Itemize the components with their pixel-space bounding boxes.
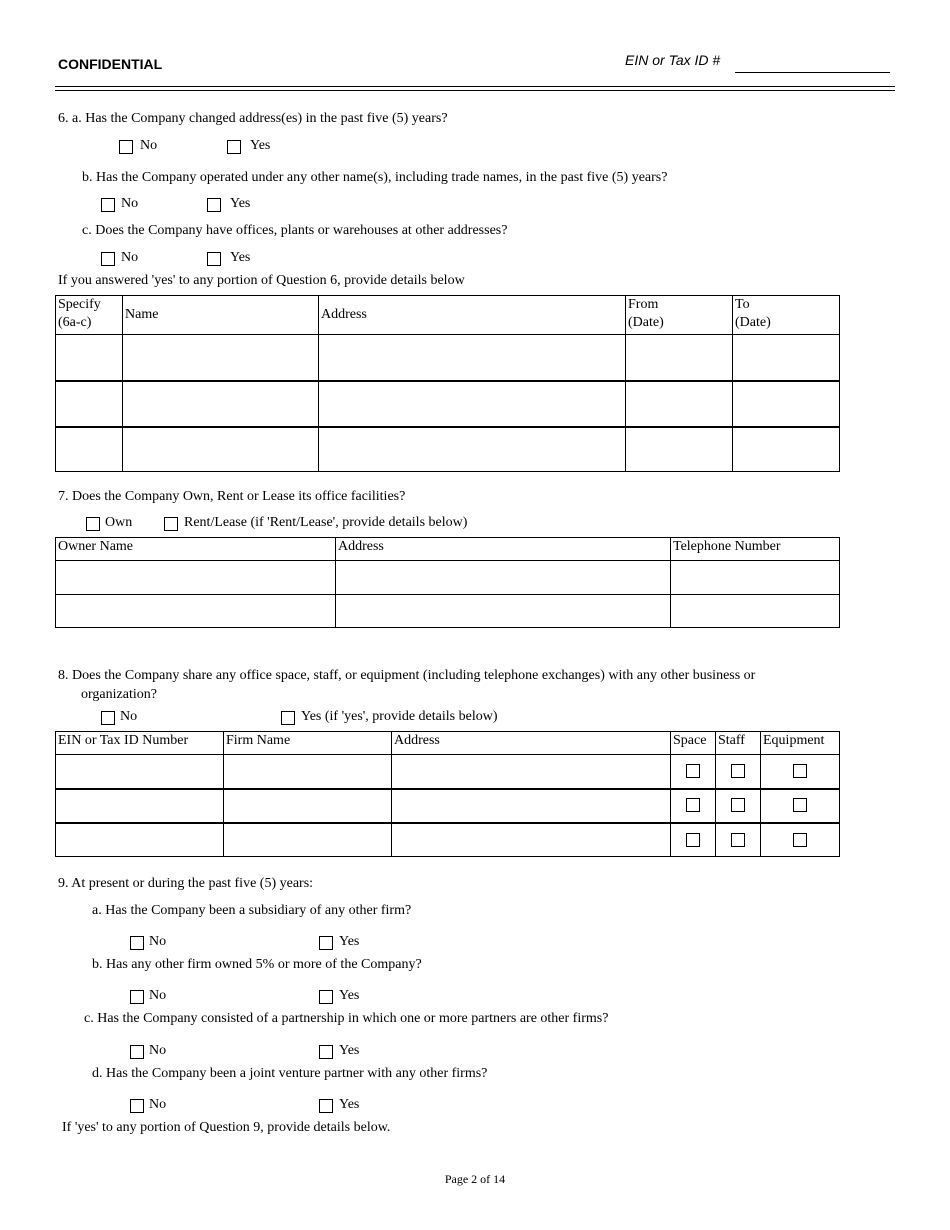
cell[interactable]	[671, 561, 840, 595]
cell[interactable]	[56, 381, 123, 427]
col-space: Space	[671, 732, 716, 755]
q6a-no-label: No	[140, 138, 158, 153]
q6a-yes-checkbox[interactable]	[227, 140, 241, 154]
cell[interactable]	[626, 381, 733, 427]
ein-label: EIN or Tax ID #	[625, 52, 721, 68]
page-number: Page 2 of 14	[444, 1172, 506, 1186]
q9d-yes-label: Yes	[339, 1097, 360, 1112]
cell[interactable]	[56, 789, 224, 823]
col-to-date: To (Date)	[733, 296, 840, 335]
col-address: Address	[319, 296, 626, 335]
cell[interactable]	[123, 427, 319, 472]
cell[interactable]	[224, 789, 392, 823]
q6a-yes-label: Yes	[250, 138, 271, 153]
q7-owner-table	[55, 537, 840, 628]
q6a-no-checkbox[interactable]	[119, 140, 133, 154]
q7-own-label: Own	[105, 515, 133, 530]
table-row[interactable]	[56, 335, 840, 381]
col-address: Address	[336, 538, 671, 561]
table-row[interactable]	[56, 427, 840, 472]
col-specify: Specify (6a-c)	[56, 296, 123, 335]
q9c-text: c. Has the Company consisted of a partnership in which one or more partners are other firms?	[84, 1011, 609, 1026]
q9d-no-checkbox[interactable]	[130, 1099, 144, 1113]
q8-text-line2: organization?	[81, 687, 157, 702]
q8-no-label: No	[120, 709, 138, 724]
q9b-yes-checkbox[interactable]	[319, 990, 333, 1004]
cell[interactable]	[733, 427, 840, 472]
q8-no-checkbox[interactable]	[101, 711, 115, 725]
cell	[716, 823, 761, 857]
cell[interactable]	[626, 427, 733, 472]
cell	[761, 823, 840, 857]
header-divider-bottom	[55, 90, 895, 91]
col-ein: EIN or Tax ID Number	[56, 732, 224, 755]
cell	[716, 789, 761, 823]
ein-input-line[interactable]	[735, 72, 890, 73]
q7-text: 7. Does the Company Own, Rent or Lease its office facilities?	[58, 489, 406, 504]
table-row[interactable]	[56, 381, 840, 427]
q9b-no-checkbox[interactable]	[130, 990, 144, 1004]
q7-rent-label: Rent/Lease (if 'Rent/Lease', provide details below)	[184, 515, 468, 530]
equipment-checkbox[interactable]	[793, 764, 807, 778]
cell[interactable]	[392, 789, 671, 823]
cell[interactable]	[56, 595, 336, 628]
cell[interactable]	[56, 823, 224, 857]
q9c-no-label: No	[149, 1043, 167, 1058]
q6b-no-checkbox[interactable]	[101, 198, 115, 212]
cell[interactable]	[56, 335, 123, 381]
col-owner-name: Owner Name	[56, 538, 336, 561]
q8-text-line1: 8. Does the Company share any office space, staff, or equipment (including telephone exchanges) with any other business or	[58, 668, 756, 683]
col-firm-name: Firm Name	[224, 732, 392, 755]
q6c-no-checkbox[interactable]	[101, 252, 115, 266]
cell[interactable]	[733, 335, 840, 381]
cell	[671, 823, 716, 857]
q6-details-table	[55, 295, 840, 472]
cell[interactable]	[224, 823, 392, 857]
q6-details-text: If you answered 'yes' to any portion of Question 6, provide details below	[58, 273, 465, 288]
q6b-yes-label: Yes	[230, 196, 251, 211]
q8-yes-label: Yes (if 'yes', provide details below)	[301, 709, 498, 724]
q9a-yes-label: Yes	[339, 934, 360, 949]
equipment-checkbox[interactable]	[793, 798, 807, 812]
q6c-yes-label: Yes	[230, 250, 251, 265]
cell	[671, 789, 716, 823]
cell[interactable]	[56, 561, 336, 595]
table-header-row	[56, 296, 840, 335]
col-staff: Staff	[716, 732, 761, 755]
q6c-yes-checkbox[interactable]	[207, 252, 221, 266]
q9a-text: a. Has the Company been a subsidiary of any other firm?	[92, 903, 412, 918]
q6b-text: b. Has the Company operated under any other name(s), including trade names, in the past five (5) years?	[82, 170, 668, 185]
q9d-text: d. Has the Company been a joint venture partner with any other firms?	[92, 1066, 488, 1081]
col-equipment: Equipment	[761, 732, 840, 755]
q9a-yes-checkbox[interactable]	[319, 936, 333, 950]
cell[interactable]	[319, 381, 626, 427]
q9d-no-label: No	[149, 1097, 167, 1112]
q7-own-checkbox[interactable]	[86, 517, 100, 531]
q9a-no-checkbox[interactable]	[130, 936, 144, 950]
cell[interactable]	[336, 561, 671, 595]
cell	[716, 755, 761, 789]
col-from-date: From (Date)	[626, 296, 733, 335]
cell[interactable]	[56, 755, 224, 789]
staff-checkbox[interactable]	[731, 798, 745, 812]
cell[interactable]	[392, 755, 671, 789]
q9b-text: b. Has any other firm owned 5% or more of the Company?	[92, 957, 422, 972]
q9b-no-label: No	[149, 988, 167, 1003]
q9c-yes-checkbox[interactable]	[319, 1045, 333, 1059]
q6b-no-label: No	[121, 196, 139, 211]
table-row[interactable]	[56, 823, 840, 857]
q9c-no-checkbox[interactable]	[130, 1045, 144, 1059]
equipment-checkbox[interactable]	[793, 833, 807, 847]
cell[interactable]	[123, 381, 319, 427]
q9-intro-text: 9. At present or during the past five (5) years:	[58, 876, 314, 891]
table-header-row	[56, 538, 840, 561]
q9a-no-label: No	[149, 934, 167, 949]
cell[interactable]	[336, 595, 671, 628]
space-checkbox[interactable]	[686, 833, 700, 847]
header-divider-top	[55, 86, 895, 87]
table-row[interactable]	[56, 789, 840, 823]
staff-checkbox[interactable]	[731, 764, 745, 778]
q6c-no-label: No	[121, 250, 139, 265]
cell[interactable]	[319, 427, 626, 472]
staff-checkbox[interactable]	[731, 833, 745, 847]
q9d-yes-checkbox[interactable]	[319, 1099, 333, 1113]
cell[interactable]	[123, 335, 319, 381]
q6a-text: 6. a. Has the Company changed address(es) in the past five (5) years?	[58, 111, 448, 126]
cell	[761, 789, 840, 823]
space-checkbox[interactable]	[686, 798, 700, 812]
q9b-yes-label: Yes	[339, 988, 360, 1003]
q6c-text: c. Does the Company have offices, plants or warehouses at other addresses?	[82, 223, 508, 238]
col-name: Name	[123, 296, 319, 335]
cell[interactable]	[319, 335, 626, 381]
table-row[interactable]	[56, 561, 840, 595]
cell[interactable]	[224, 755, 392, 789]
cell[interactable]	[671, 595, 840, 628]
table-header-row	[56, 732, 840, 755]
confidential-label: CONFIDENTIAL	[58, 56, 163, 72]
q9-details-text: If 'yes' to any portion of Question 9, provide details below.	[62, 1120, 391, 1135]
q8-shared-table	[55, 731, 840, 857]
cell	[761, 755, 840, 789]
col-address: Address	[392, 732, 671, 755]
table-row[interactable]	[56, 595, 840, 628]
q7-rent-checkbox[interactable]	[164, 517, 178, 531]
space-checkbox[interactable]	[686, 764, 700, 778]
q6b-yes-checkbox[interactable]	[207, 198, 221, 212]
table-row[interactable]	[56, 755, 840, 789]
cell[interactable]	[392, 823, 671, 857]
cell	[671, 755, 716, 789]
cell[interactable]	[56, 427, 123, 472]
col-telephone: Telephone Number	[671, 538, 840, 561]
q8-yes-checkbox[interactable]	[281, 711, 295, 725]
cell[interactable]	[733, 381, 840, 427]
cell[interactable]	[626, 335, 733, 381]
q9c-yes-label: Yes	[339, 1043, 360, 1058]
